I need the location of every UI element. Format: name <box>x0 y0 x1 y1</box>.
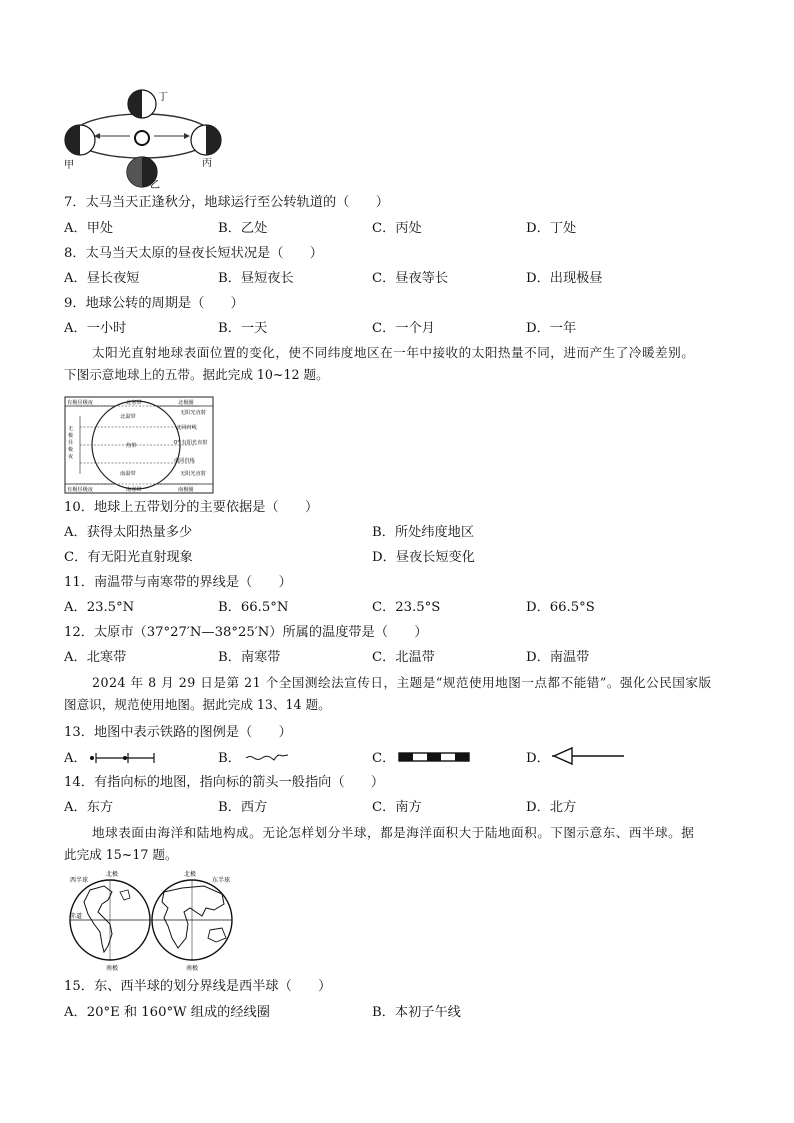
q8-option-d: D．出现极昼 <box>526 271 603 286</box>
passage-3-line-1: 地球表面由海洋和陆地构成。无论怎样划分半球，都是海洋面积大于陆地面积。下图示意东、西半球。据 <box>92 825 695 840</box>
passage-3 <box>64 822 734 866</box>
passage-1-line-2: 下图示意地球上的五带。据此完成 10~12 题。 <box>64 367 329 382</box>
zone-south-frigid: 南寒带 <box>126 487 142 493</box>
q14-option-a: A．东方 <box>64 800 114 815</box>
q14-option-d: D．北方 <box>526 800 577 815</box>
label-no-direct-sun-n: 无阳光直射 <box>180 410 206 416</box>
question-13: 13．地图中表示铁路的图例是（ ） <box>64 725 292 740</box>
q12-option-a: A．北寒带 <box>64 650 127 665</box>
zone-south-temperate: 南温带 <box>120 471 136 477</box>
label-polar-day-n: 有极昼极夜 <box>67 400 93 406</box>
zone-north-temperate: 北温带 <box>120 414 136 420</box>
passage-2 <box>64 672 734 716</box>
q8-option-b: B．昼短夜长 <box>218 271 294 286</box>
q9-option-a: A．一小时 <box>64 321 127 336</box>
earth-right <box>191 125 221 155</box>
legend-b-symbol <box>244 749 294 767</box>
svg-text:昼: 昼 <box>68 440 74 446</box>
question-9: 9．地球公转的周期是（ ） <box>64 296 244 311</box>
passage-1-line-1: 太阳光直射地球表面位置的变化，使不同纬度地区在一年中接收的太阳热量不同，进而产生了冷暖差别。 <box>92 345 695 360</box>
q13-option-d: D． <box>526 751 550 766</box>
q7-option-b: B．乙处 <box>218 221 268 236</box>
q13-option-c: C． <box>372 751 396 766</box>
q13-option-a: A． <box>64 751 87 766</box>
q12-option-b: B．南寒带 <box>218 650 281 665</box>
q15-option-a: A．20°E 和 160°W 组成的经线圈 <box>64 1005 270 1020</box>
q7-option-c: C．丙处 <box>372 221 422 236</box>
q12-option-d: D．南温带 <box>526 650 590 665</box>
q7-option-d: D．丁处 <box>526 221 577 236</box>
hemispheres-diagram <box>64 868 244 974</box>
label-arctic-circle: 北极圈 <box>178 400 194 406</box>
question-14: 14．有指向标的地图，指向标的箭头一般指向（ ） <box>64 775 385 790</box>
passage-1 <box>64 342 734 386</box>
passage-2-line-1: 2024 年 8 月 29 日是第 21 个全国测绘法宣传日，主题是“规范使用地图一点都不能错”。强化公民国家版 <box>92 675 712 690</box>
q9-option-c: C．一个月 <box>372 321 435 336</box>
svg-text:极: 极 <box>68 447 74 453</box>
q10-option-d: D．昼夜长短变化 <box>372 550 475 565</box>
label-no-direct-sun-s: 无阳光直射 <box>180 471 206 477</box>
q9-option-b: B．一天 <box>218 321 268 336</box>
passage-2-line-2: 图意识，规范使用地图。据此完成 13、14 题。 <box>64 697 331 712</box>
legend-a-symbol <box>88 749 158 767</box>
label-tropic-cancer: 北回归线 <box>176 425 197 431</box>
orbit-label-ding: 丁 <box>158 92 168 103</box>
passage-3-line-2: 此完成 15~17 题。 <box>64 847 178 862</box>
zone-tropical: 热带 <box>126 443 137 449</box>
question-7: 7．太马当天正逢秋分，地球运行至公转轨道的（ ） <box>64 195 389 210</box>
q11-option-c: C．23.5°S <box>372 600 441 615</box>
q11-option-d: D．66.5°S <box>526 600 595 615</box>
legend-c-railway-symbol <box>398 751 470 763</box>
q14-option-c: C．南方 <box>372 800 422 815</box>
orbit-label-jia: 甲 <box>64 160 74 171</box>
svg-text:无: 无 <box>68 426 74 432</box>
label-antarctic-circle: 南极圈 <box>178 487 194 493</box>
label-south-pole-west: 南极 <box>106 965 119 972</box>
q8-option-c: C．昼夜等长 <box>372 271 449 286</box>
earth-left <box>65 125 95 155</box>
question-10: 10．地球上五带划分的主要依据是（ ） <box>64 500 319 515</box>
legend-d-symbol <box>550 745 626 767</box>
question-15: 15．东、西半球的划分界线是西半球（ ） <box>64 979 332 994</box>
q15-option-b: B．本初子午线 <box>372 1005 461 1020</box>
label-polar-day-s: 有极昼极夜 <box>67 487 93 493</box>
zone-north-frigid: 北寒带 <box>126 400 142 406</box>
label-equator: 赤道 <box>70 913 83 920</box>
question-11: 11．南温带与南寒带的界线是（ ） <box>64 575 292 590</box>
svg-text:极: 极 <box>68 433 74 439</box>
orbit-label-yi: 乙 <box>150 180 160 190</box>
q14-option-b: B．西方 <box>218 800 268 815</box>
five-zones-diagram <box>64 396 214 494</box>
q7-option-a: A．甲处 <box>64 221 114 236</box>
q11-option-a: A．23.5°N <box>64 600 135 615</box>
q13-option-b: B． <box>218 751 241 766</box>
svg-text:夜: 夜 <box>68 454 74 460</box>
earth-top <box>128 90 156 118</box>
label-south-pole-east: 南极 <box>186 965 199 972</box>
label-equator: 0° 有阳光直射 <box>174 440 208 446</box>
label-tropic-capricorn: 南回归线 <box>174 458 195 464</box>
orbit-label-bing: 丙 <box>202 158 212 169</box>
label-north-pole-west: 北极 <box>106 871 119 878</box>
q12-option-c: C．北温带 <box>372 650 435 665</box>
label-no-polar-day <box>68 425 73 460</box>
label-north-pole-east: 北极 <box>184 871 197 878</box>
q10-option-c: C．有无阳光直射现象 <box>64 550 193 565</box>
label-western-hemisphere: 西半球 <box>70 877 89 884</box>
sun <box>135 131 149 145</box>
label-eastern-hemisphere: 东半球 <box>212 877 231 884</box>
question-8: 8．太马当天太原的昼夜长短状况是（ ） <box>64 246 323 261</box>
q10-option-b: B．所处纬度地区 <box>372 525 475 540</box>
q10-option-a: A．获得太阳热量多少 <box>64 525 193 540</box>
q9-option-d: D．一年 <box>526 321 577 336</box>
q8-option-a: A．昼长夜短 <box>64 271 140 286</box>
question-12: 12．太原市（37°27′N—38°25′N）所属的温度带是（ ） <box>64 625 428 640</box>
orbit-diagram <box>60 86 230 190</box>
q11-option-b: B．66.5°N <box>218 600 289 615</box>
